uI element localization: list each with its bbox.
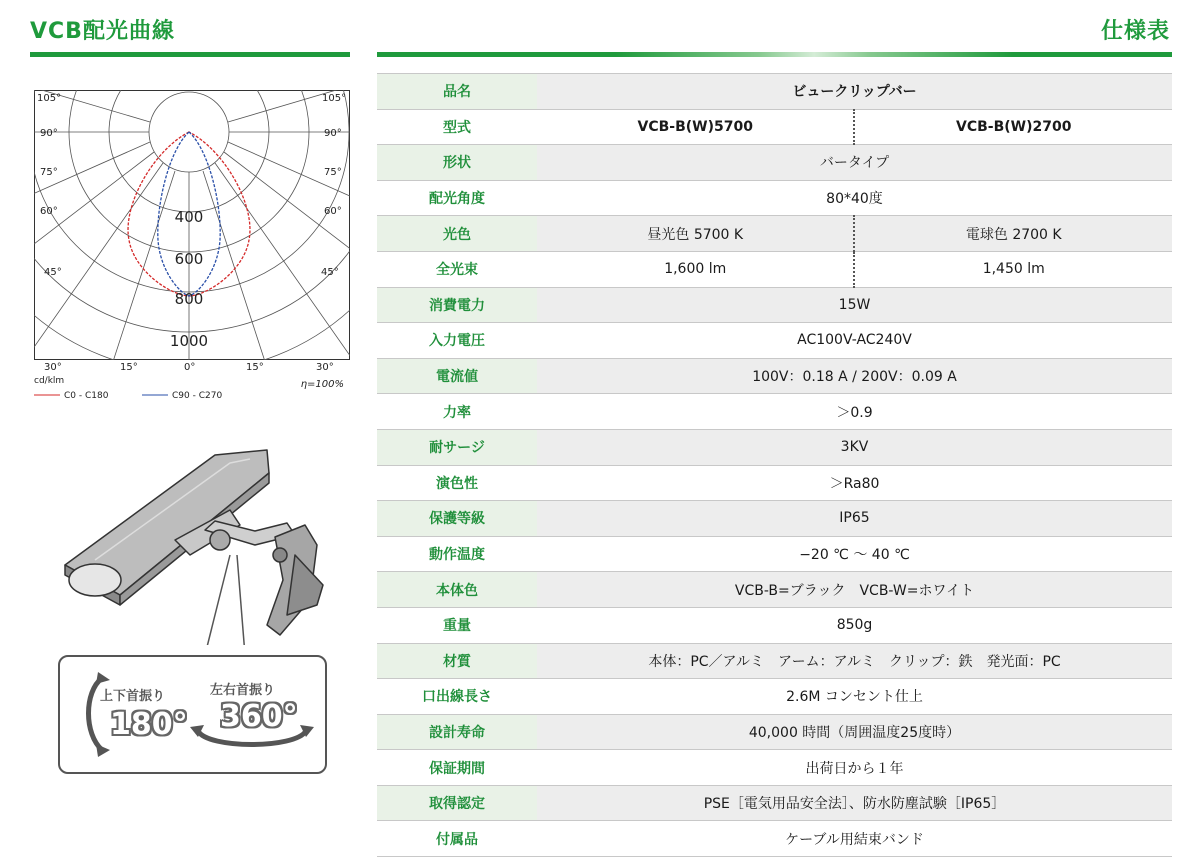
angle-label-45-left: 45° <box>44 267 62 278</box>
spec-label: 品名 <box>377 74 537 110</box>
spec-label: 保証期間 <box>377 750 537 786</box>
spec-value: ＞Ra80 <box>537 465 1172 501</box>
spec-value-5700: 1,600 lm <box>537 251 854 287</box>
spec-label: 形状 <box>377 145 537 181</box>
angle-label-30-right: 30° <box>316 362 334 373</box>
spec-label: 設計寿命 <box>377 714 537 750</box>
spec-value: 40,000 時間（周囲温度25度時） <box>537 714 1172 750</box>
spec-label: 力率 <box>377 394 537 430</box>
spec-label: 光色 <box>377 216 537 252</box>
spec-row <box>377 714 1172 750</box>
spec-value: IP65 <box>537 501 1172 537</box>
spec-value: PSE［電気用品安全法］、防水防塵試験［IP65］ <box>537 785 1172 821</box>
spec-value: 80*40度 <box>537 180 1172 216</box>
left-section-title: VCB配光曲線 <box>30 19 175 44</box>
spec-label: 消費電力 <box>377 287 537 323</box>
spec-row <box>377 572 1172 608</box>
right-section-title: 仕様表 <box>1100 19 1170 44</box>
spec-label: 口出線長さ <box>377 679 537 715</box>
angle-label-105-left: 105° <box>37 93 62 104</box>
angle-label-15-right: 15° <box>246 362 264 373</box>
ring-label-1000: 1000 <box>169 332 209 350</box>
angle-label-45-right: 45° <box>321 267 339 278</box>
spec-label: 型式 <box>377 109 537 145</box>
unit-label: cd/klm <box>34 376 65 386</box>
angle-label-30-left: 30° <box>44 362 62 373</box>
spec-value: ビュークリップバー <box>537 74 1172 110</box>
spec-row <box>377 429 1172 465</box>
spec-table <box>377 73 1172 857</box>
spec-row <box>377 358 1172 394</box>
spec-row <box>377 679 1172 715</box>
spec-row <box>377 216 1172 252</box>
spec-row <box>377 323 1172 359</box>
spec-row <box>377 287 1172 323</box>
spec-value: 100V：0.18 A / 200V：0.09 A <box>537 358 1172 394</box>
spec-row <box>377 109 1172 145</box>
spec-row <box>377 465 1172 501</box>
ring-label-400: 400 <box>174 208 204 226</box>
spec-value: AC100V-AC240V <box>537 323 1172 359</box>
spec-row <box>377 643 1172 679</box>
spec-value: 本体：PC／アルミ アーム：アルミ クリップ：鉄 発光面：PC <box>537 643 1172 679</box>
angle-label-75-right: 75° <box>324 167 342 178</box>
angle-label-75-left: 75° <box>40 167 58 178</box>
spec-label: 本体色 <box>377 572 537 608</box>
spec-row <box>377 821 1172 857</box>
spec-value-5700: 昼光色 5700 K <box>537 216 854 252</box>
spec-label: 配光角度 <box>377 180 537 216</box>
spec-label: 付属品 <box>377 821 537 857</box>
horizontal-rotate-value: 360° <box>220 699 298 734</box>
angle-label-90-right: 90° <box>324 128 342 139</box>
ring-label-800: 800 <box>174 290 204 308</box>
spec-value: VCB-B=ブラック VCB-W=ホワイト <box>537 572 1172 608</box>
spec-value: 3KV <box>537 429 1172 465</box>
legend-c0: C0 - C180 <box>64 391 109 400</box>
spec-value-2700: VCB-B(W)2700 <box>854 109 1172 145</box>
spec-row <box>377 74 1172 110</box>
spec-label: 入力電圧 <box>377 323 537 359</box>
spec-value: バータイプ <box>537 145 1172 181</box>
rotation-info-box <box>58 655 327 774</box>
spec-label: 重量 <box>377 607 537 643</box>
horizontal-rotate-label: 左右首振り <box>210 683 276 698</box>
spec-row <box>377 394 1172 430</box>
spec-row <box>377 180 1172 216</box>
spec-row <box>377 750 1172 786</box>
spec-label: 保護等級 <box>377 501 537 537</box>
spec-row <box>377 501 1172 537</box>
spec-value: 2.6M コンセント仕上 <box>537 679 1172 715</box>
angle-label-60-left: 60° <box>40 206 58 217</box>
ring-label-600: 600 <box>174 250 204 268</box>
angle-label-105-right: 105° <box>322 93 347 104</box>
angle-label-15-left: 15° <box>120 362 138 373</box>
spec-row <box>377 251 1172 287</box>
right-title-underline <box>377 52 1172 57</box>
angle-label-60-right: 60° <box>324 206 342 217</box>
spec-label: 取得認定 <box>377 785 537 821</box>
horizontal-rotate-arrow-icon <box>190 719 315 751</box>
spec-value: 出荷日から１年 <box>537 750 1172 786</box>
left-title-underline <box>30 52 350 57</box>
spec-value-2700: 1,450 lm <box>854 251 1172 287</box>
angle-label-0: 0° <box>184 362 196 373</box>
spec-value: 15W <box>537 287 1172 323</box>
spec-row <box>377 536 1172 572</box>
vertical-rotate-value: 180° <box>110 707 188 742</box>
legend-c90: C90 - C270 <box>172 391 223 400</box>
spec-value-2700: 電球色 2700 K <box>854 216 1172 252</box>
spec-value: −20 ℃ ～ 40 ℃ <box>537 536 1172 572</box>
spec-value-5700: VCB-B(W)5700 <box>537 109 854 145</box>
spec-label: 耐サージ <box>377 429 537 465</box>
spec-row <box>377 607 1172 643</box>
lamp-illustration <box>55 445 335 645</box>
spec-row <box>377 145 1172 181</box>
spec-label: 動作温度 <box>377 536 537 572</box>
spec-value: ＞0.9 <box>537 394 1172 430</box>
light-distribution-diagram <box>34 90 350 400</box>
spec-row <box>377 785 1172 821</box>
spec-label: 演色性 <box>377 465 537 501</box>
angle-label-90-left: 90° <box>40 128 58 139</box>
spec-label: 電流値 <box>377 358 537 394</box>
efficiency-label: η=100% <box>300 379 344 390</box>
spec-label: 全光束 <box>377 251 537 287</box>
spec-value: ケーブル用結束バンド <box>537 821 1172 857</box>
spec-label: 材質 <box>377 643 537 679</box>
spec-value: 850g <box>537 607 1172 643</box>
vertical-rotate-label: 上下首振り <box>100 689 166 704</box>
